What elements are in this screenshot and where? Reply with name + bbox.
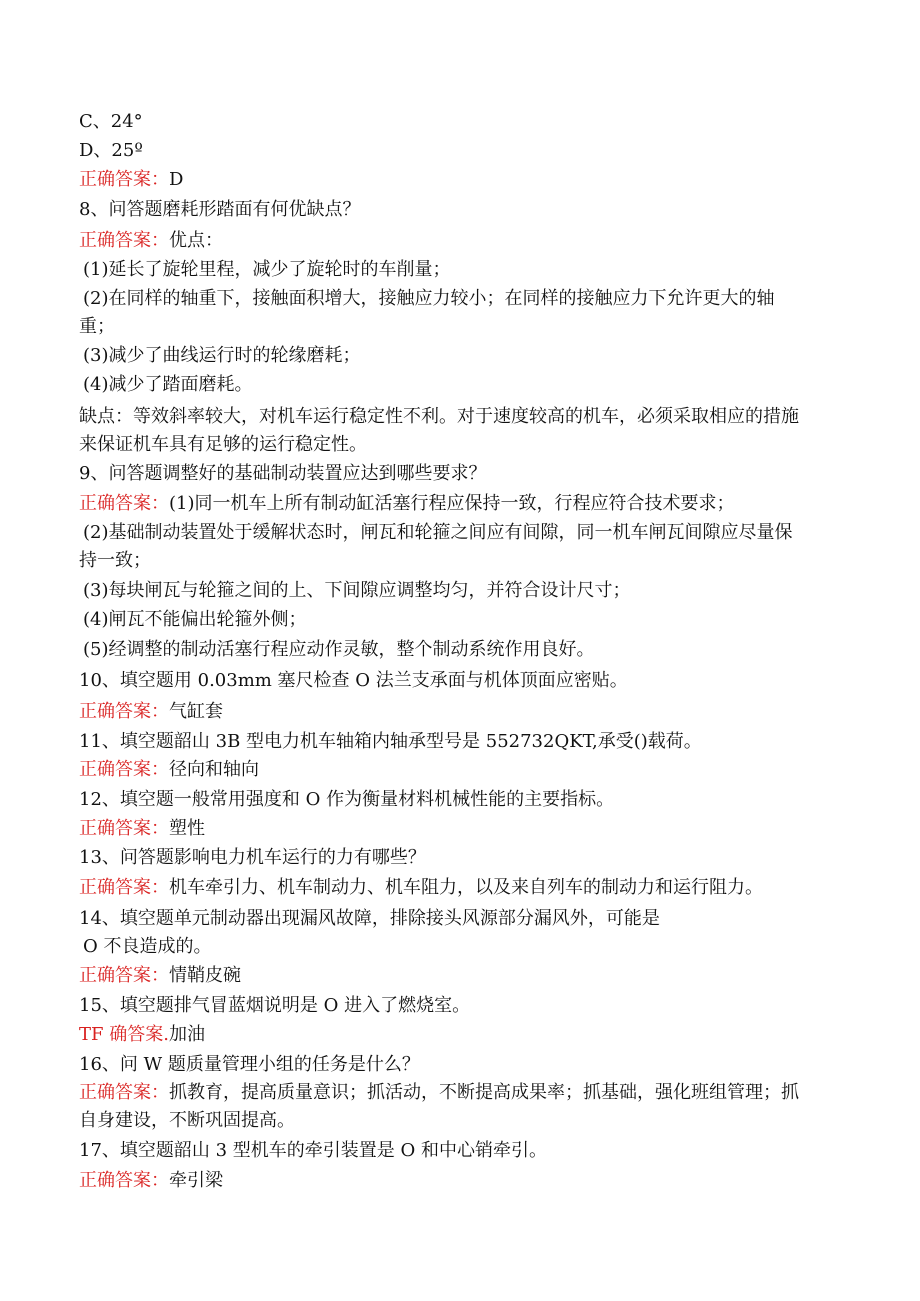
answer-label: 正确答案：	[79, 1082, 169, 1103]
answer-line	[79, 817, 205, 841]
question-11	[79, 730, 702, 754]
option-c	[79, 110, 143, 134]
answer-text: 缺点：等效斜率较大，对机车运行稳定性不利。对于速度较高的机车，必须采取相应的措施	[79, 406, 799, 427]
question-16	[79, 1053, 420, 1077]
question-text: 17、填空题韶山 3 型机车的牵引装置是 O 和中心销牵引。	[79, 1140, 547, 1161]
answer-text: 抓教育，提高质量意识；抓活动，不断提高成果率；抓基础，强化班组管理；抓	[169, 1082, 799, 1103]
answer-label: 正确答案：	[79, 1170, 169, 1191]
question-text: 11、填空题韶山 3B 型电力机车轴箱内轴承型号是 552732QKT,承受()载荷。	[79, 731, 702, 752]
answer-label: 正确答案：	[79, 965, 169, 986]
answer-label: 正确答案：	[79, 759, 169, 780]
answer-label: TF 确答案.	[79, 1024, 169, 1045]
answer-continuation	[83, 579, 631, 603]
answer-text: 塑性	[169, 818, 205, 839]
answer-label: 正确答案：	[79, 169, 169, 190]
answer-label: 正确答案：	[79, 877, 169, 898]
answer-label: 正确答案：	[79, 230, 169, 251]
answer-continuation	[83, 258, 451, 282]
answer-text: 持一致；	[79, 550, 151, 571]
answer-continuation	[83, 373, 253, 397]
question-text: 14、填空题单元制动器出现漏风故障，排除接头风源部分漏风外，可能是	[79, 908, 660, 929]
answer-text: (4)减少了踏面磨耗。	[83, 374, 253, 395]
answer-text: 自身建设，不断巩固提高。	[79, 1110, 295, 1131]
answer-text: 优点：	[169, 230, 223, 251]
question-text: 9、问答题调整好的基础制动装置应达到哪些要求？	[79, 463, 487, 484]
answer-line	[79, 1169, 223, 1193]
option-text: C、24°	[79, 111, 143, 132]
answer-line	[79, 700, 223, 724]
answer-text: (2)基础制动装置处于缓解状态时，闸瓦和轮箍之间应有间隙，同一机车闸瓦间隙应尽量保	[83, 522, 793, 543]
answer-continuation	[79, 433, 367, 457]
answer-text: 气缸套	[169, 701, 223, 722]
answer-label: 正确答案：	[79, 701, 169, 722]
answer-line	[79, 229, 223, 253]
answer-text: (1)同一机车上所有制动缸活塞行程应保持一致，行程应符合技术要求；	[169, 493, 735, 514]
question-13	[79, 846, 426, 870]
answer-text: 加油	[168, 1024, 205, 1045]
question-12	[79, 788, 614, 812]
question-text: 10、填空题用 0.03mm 塞尺检查 O 法兰支承面与机体顶面应密贴。	[79, 670, 628, 691]
question-continuation	[83, 935, 211, 959]
answer-text: (5)经调整的制动活塞行程应动作灵敏，整个制动系统作用良好。	[83, 639, 595, 660]
answer-continuation	[83, 344, 361, 368]
answer-continuation	[83, 638, 595, 662]
answer-text: (2)在同样的轴重下，接触面积增大，接触应力较小；在同样的接触应力下允许更大的轴	[83, 288, 775, 309]
answer-continuation	[79, 1109, 295, 1133]
answer-continuation	[83, 608, 307, 632]
question-17	[79, 1139, 547, 1163]
answer-text: (3)减少了曲线运行时的轮缘磨耗；	[83, 345, 361, 366]
answer-text: 重；	[79, 316, 115, 337]
answer-line	[79, 964, 241, 988]
answer-line	[79, 492, 735, 516]
answer-continuation	[79, 405, 799, 429]
answer-line	[79, 168, 183, 192]
answer-label: 正确答案：	[79, 493, 169, 514]
answer-continuation	[83, 287, 775, 311]
question-text: 8、问答题磨耗形踏面有何优缺点？	[79, 199, 361, 220]
question-text: 13、问答题影响电力机车运行的力有哪些？	[79, 847, 426, 868]
answer-text: 情鞘皮碗	[169, 965, 241, 986]
answer-text: (1)延长了旋轮里程，减少了旋轮时的车削量；	[83, 259, 451, 280]
question-text: 16、问 W 题质量管理小组的任务是什么？	[79, 1054, 420, 1075]
answer-continuation	[79, 549, 151, 573]
answer-text: 径向和轴向	[169, 759, 259, 780]
answer-line	[79, 758, 259, 782]
answer-label: 正确答案：	[79, 818, 169, 839]
question-text: 15、填空题排气冒蓝烟说明是 O 进入了燃烧室。	[79, 995, 471, 1016]
question-text: 12、填空题一般常用强度和 O 作为衡量材料机械性能的主要指标。	[79, 789, 615, 810]
answer-text: D	[169, 169, 184, 190]
question-15	[79, 994, 470, 1018]
answer-text: 来保证机车具有足够的运行稳定性。	[79, 434, 367, 455]
answer-text: 牵引梁	[169, 1170, 223, 1191]
question-text: O 不良造成的。	[83, 936, 212, 957]
option-text: D、25º	[79, 140, 143, 161]
answer-line	[79, 1081, 799, 1105]
answer-text: (3)每块闸瓦与轮箍之间的上、下间隙应调整均匀，并符合设计尺寸；	[83, 580, 631, 601]
answer-continuation	[79, 315, 115, 339]
answer-line	[79, 876, 763, 900]
answer-line	[79, 1023, 205, 1047]
question-14	[79, 907, 660, 931]
question-10	[79, 669, 628, 693]
question-9	[79, 462, 486, 486]
answer-text: (4)闸瓦不能偏出轮箍外侧；	[83, 609, 307, 630]
question-8	[79, 198, 360, 222]
answer-text: 机车牵引力、机车制动力、机车阻力，以及来自列车的制动力和运行阻力。	[169, 877, 763, 898]
answer-continuation	[83, 521, 793, 545]
option-d	[79, 139, 143, 163]
